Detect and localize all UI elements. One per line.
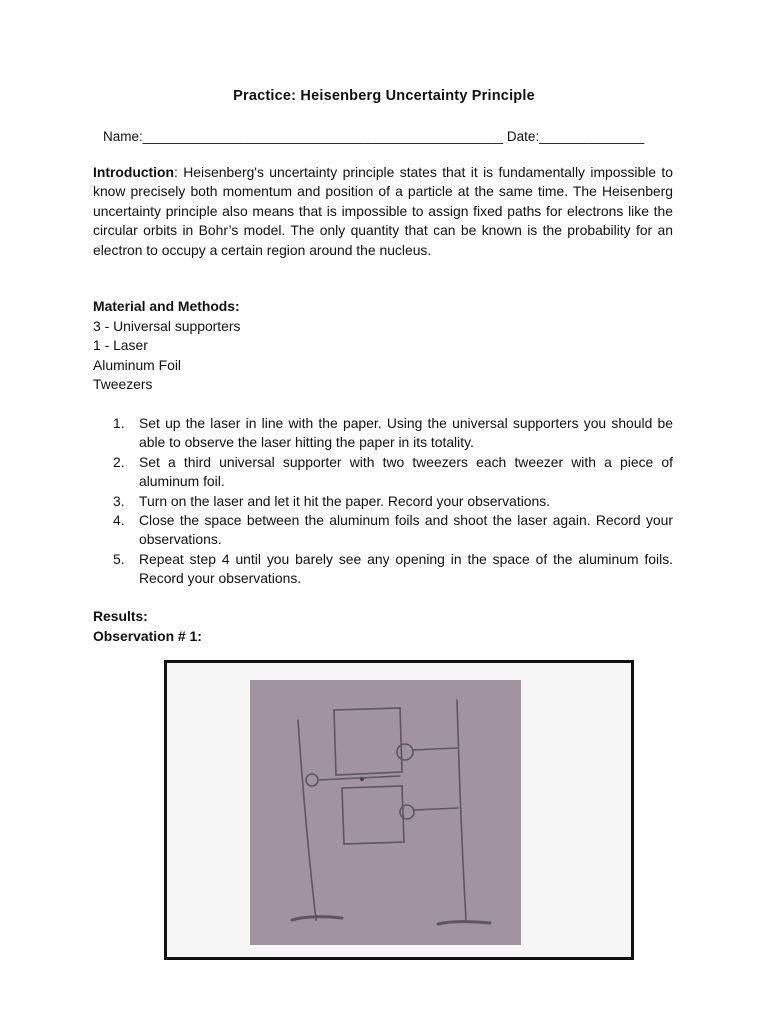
procedure-steps	[113, 414, 673, 589]
upper-clamp	[397, 744, 413, 760]
page-title: Practice: Heisenberg Uncertainty Principle	[233, 88, 535, 104]
procedure-step	[113, 414, 673, 453]
name-blank: ________________________________________________	[142, 129, 504, 144]
lower-foil	[342, 786, 404, 844]
name-date-line	[103, 129, 673, 144]
lower-clamp	[400, 805, 414, 819]
introduction-text: : Heisenberg's uncertainty principle states that it is fundamentally impossible to know precisely both momentum and position of a particle at the same time. The Heisenberg uncertainty principle also means that is impossible to assign fixed paths for electrons like the circular orbits in Bohr’s model. The only quantity that can be known is the probability for an electron to occupy a certain region around the nucleus.	[93, 164, 673, 258]
material-item: 1 - Laser	[93, 337, 148, 354]
materials-heading: Material and Methods:	[93, 298, 240, 314]
lower-clamp-arm	[414, 808, 458, 810]
step-text: Set up the laser in line with the paper. Using the universal supporters you should be able to observe the laser hitting the paper in its totality.	[139, 415, 673, 451]
procedure-step	[113, 511, 673, 550]
upper-clamp-arm	[413, 748, 457, 750]
observation-photo-frame	[164, 660, 634, 960]
laser-dot	[360, 777, 364, 781]
date-label: Date:	[506, 129, 540, 144]
step-number: 1.	[113, 415, 125, 431]
introduction-heading: Introduction	[93, 164, 175, 180]
pencil-sketch	[250, 680, 521, 945]
right-stand-base	[438, 922, 490, 924]
name-label: Name:	[103, 129, 143, 144]
material-item: Aluminum Foil	[93, 356, 181, 373]
material-item: 3 - Universal supporters	[93, 318, 241, 334]
setup-sketch-photo	[250, 680, 521, 945]
step-number: 3.	[113, 492, 125, 509]
step-text: Turn on the laser and let it hit the paper. Record your observations.	[139, 492, 551, 509]
procedure-step	[113, 550, 673, 589]
observation-heading: Observation # 1:	[93, 628, 202, 644]
left-stand-base	[292, 917, 342, 920]
procedure-step	[113, 492, 673, 511]
step-text: Set a third universal supporter with two tweezers each tweezer with a piece of aluminum foil.	[139, 453, 673, 490]
procedure-step	[113, 453, 673, 492]
step-number: 4.	[113, 512, 125, 529]
material-item: Tweezers	[93, 376, 153, 393]
left-clamp-arm	[318, 776, 400, 780]
step-number: 5.	[113, 550, 125, 567]
date-blank: ______________	[539, 129, 645, 144]
left-stand-rod	[298, 720, 316, 920]
step-text: Repeat step 4 until you barely see any opening in the space of the aluminum foils. Record your observations.	[139, 550, 673, 587]
right-stand-rod	[457, 700, 466, 920]
step-number: 2.	[113, 453, 125, 470]
left-clamp	[306, 774, 318, 786]
results-heading: Results:	[93, 608, 148, 624]
step-text: Close the space between the aluminum foils and shoot the laser again. Record your observations.	[139, 512, 673, 548]
upper-foil	[334, 708, 402, 775]
introduction-paragraph	[93, 163, 673, 260]
materials-list	[93, 317, 240, 395]
